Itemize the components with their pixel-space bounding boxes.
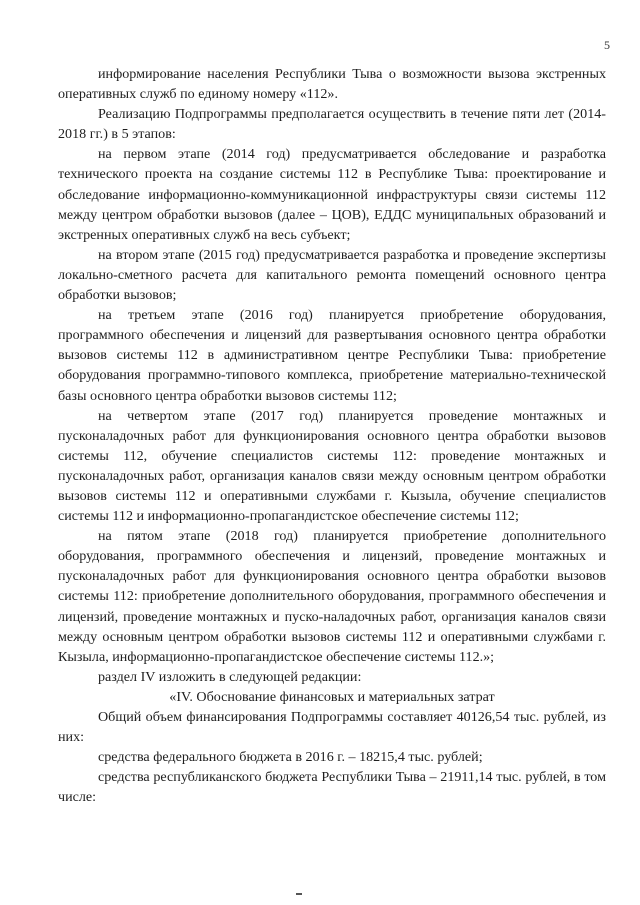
document-body: [58, 64, 606, 807]
paragraph-total-financing: Общий объем финансирования Подпрограммы составляет 40126,54 тыс. рублей, из них:: [58, 709, 606, 746]
paragraph-stage-1: на первом этапе (2014 год) предусматривается обследование и разработка технического проекта на создание системы 112 в Республике Тыва: проектирование и обследование информационно-коммуникационной инфраструктуры связи системы 112 между центром обработки вызовов (далее – ЦОВ), ЕДДС муниципальных образований и экстренных оперативных служб на весь субъект;: [58, 146, 606, 243]
section-heading: «IV. Обоснование финансовых и материальных затрат: [169, 688, 495, 705]
paragraph-republic-budget: средства республиканского бюджета Республики Тыва – 21911,14 тыс. рублей, в том числе:: [58, 769, 606, 806]
paragraph-implementation: Реализацию Подпрограммы предполагается осуществить в течение пяти лет (2014-2018 гг.) в 5 этапов:: [58, 106, 606, 143]
paragraph-stage-2: на втором этапе (2015 год) предусматривается разработка и проведение экспертизы локально-сметного расчета для капитального ремонта помещений основного центра обработки вызовов;: [58, 246, 606, 304]
paragraph-stage-5: на пятом этапе (2018 год) планируется приобретение дополнительного оборудования, программного обеспечения и лицензий, проведение монтажных и пусконаладочных работ для функционирования основного центра обработки вызовов системы 112: приобретение дополнительного оборудования, программного обеспечения и лицензий, проведение монтажных и пуско-наладочных работ, организация каналов связи между основным центром обработки вызовов системы 112 и оперативными службами г. Кызыла, информационно-пропагандистское обеспечение системы 112.»;: [58, 528, 606, 665]
paragraph-federal-budget: средства федерального бюджета в 2016 г. – 18215,4 тыс. рублей;: [98, 749, 483, 766]
paragraph-stage-4: на четвертом этапе (2017 год) планируется проведение монтажных и пусконаладочных работ для функционирования основного центра обработки вызовов системы 112, обучение специалистов системы 112: проведение монтажных и пусконаладочных работ, организация каналов связи между основным центром обработки вызовов системы 112 и оперативными службами г. Кызыла, обучение специалистов системы 112 и информационно-пропагандистское обеспечение системы 112;: [58, 407, 606, 525]
scan-mark: [296, 893, 302, 895]
paragraph-informing: информирование населения Республики Тыва о возможности вызова экстренных оперативных служб по единому номеру «112».: [58, 66, 606, 103]
paragraph-stage-3: на третьем этапе (2016 год) планируется приобретение оборудования, программного обеспечения и лицензий для развертывания основного центра обработки вызовов системы 112 в административном центре Республики Тыва: приобретение оборудования программно-типового комплекса, приобретение материально-технической базы основного центра обработки вызовов системы 112;: [58, 307, 606, 404]
paragraph-section-edit: раздел IV изложить в следующей редакции:: [98, 668, 362, 685]
page-number: 5: [604, 38, 610, 52]
